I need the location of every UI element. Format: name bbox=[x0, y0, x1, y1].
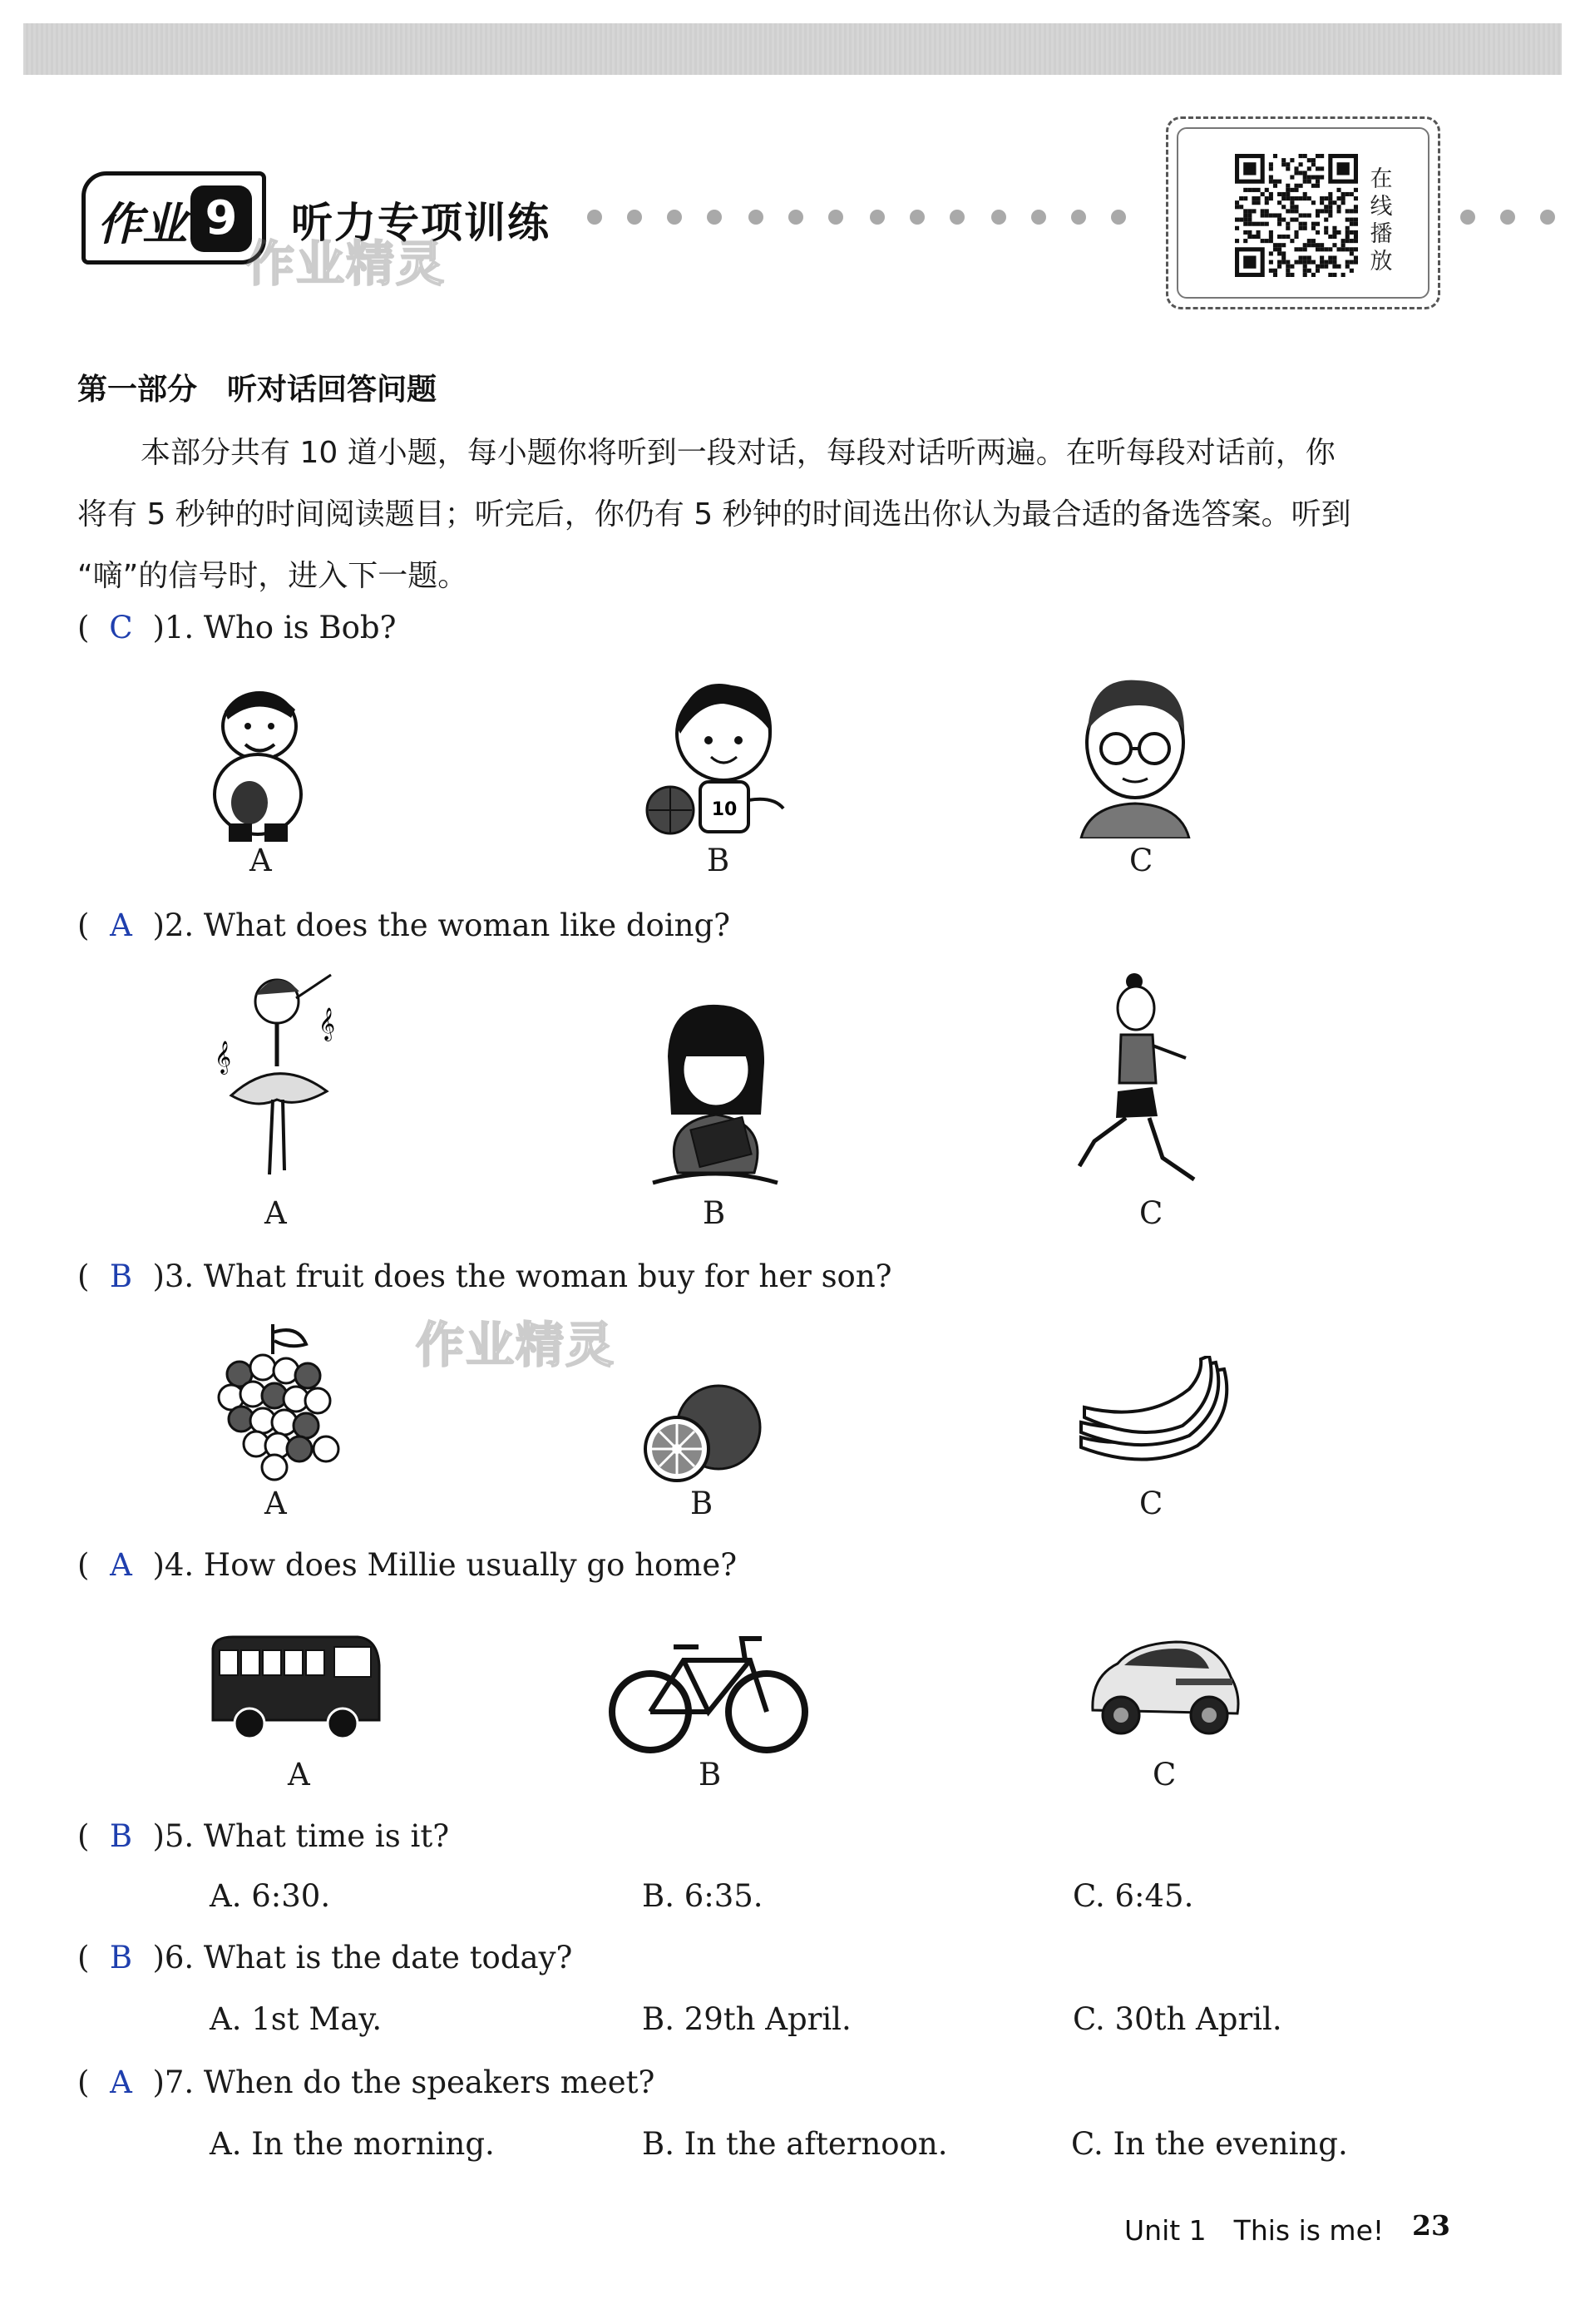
bicycle-icon[interactable] bbox=[607, 1630, 810, 1755]
divider-dot bbox=[1031, 210, 1046, 225]
divider-dot bbox=[748, 210, 763, 225]
option-a[interactable]: A. 6:30. bbox=[210, 1878, 331, 1914]
question-text: )5. What time is it? bbox=[152, 1818, 450, 1854]
question-text: )6. What is the date today? bbox=[152, 1940, 573, 1975]
section-title: 第一部分 听对话回答问题 bbox=[77, 373, 437, 407]
option-b[interactable]: B. 6:35. bbox=[642, 1878, 763, 1914]
question-4: ( A )4. How does Millie usually go home? bbox=[77, 1547, 738, 1583]
option-label: B bbox=[690, 1486, 713, 1521]
answer-3[interactable]: B bbox=[109, 1258, 133, 1294]
divider-dot bbox=[707, 210, 722, 225]
answer-5[interactable]: B bbox=[109, 1818, 133, 1854]
intro-line: 本部分共有 10 道小题，每小题你将听到一段对话，每段对话听两遍。在听每段对话前，你 bbox=[141, 436, 1336, 470]
question-text: )4. How does Millie usually go home? bbox=[152, 1547, 738, 1583]
option-label: A bbox=[249, 843, 272, 878]
question-5: ( B )5. What time is it? bbox=[77, 1818, 450, 1854]
option-label: B bbox=[699, 1757, 722, 1792]
divider-dot bbox=[667, 210, 682, 225]
svg-text:10: 10 bbox=[711, 799, 738, 820]
divider-dot bbox=[870, 210, 885, 225]
question-text: )3. What fruit does the woman buy for her son? bbox=[152, 1258, 892, 1294]
girl-reading-icon[interactable] bbox=[644, 998, 786, 1189]
question-6: ( B )6. What is the date today? bbox=[77, 1940, 573, 1975]
woman-running-icon[interactable] bbox=[1069, 967, 1211, 1191]
watermark: 作业精灵 bbox=[416, 1317, 616, 1373]
option-b[interactable]: B. In the afternoon. bbox=[642, 2126, 948, 2162]
answer-1[interactable]: C bbox=[109, 610, 133, 645]
boy-with-basketball-icon[interactable] bbox=[640, 675, 798, 842]
divider-dot bbox=[1111, 210, 1126, 225]
svg-text:𝄞: 𝄞 bbox=[318, 1007, 336, 1041]
qr-code-icon[interactable] bbox=[1235, 154, 1358, 277]
option-label: A bbox=[264, 1195, 287, 1231]
divider-dot bbox=[828, 210, 843, 225]
grapes-icon[interactable] bbox=[215, 1324, 348, 1482]
section-intro bbox=[77, 423, 1508, 607]
answer-7[interactable]: A bbox=[110, 2064, 132, 2100]
option-label: A bbox=[288, 1757, 310, 1792]
question-text: )7. When do the speakers meet? bbox=[152, 2064, 655, 2100]
question-7: ( A )7. When do the speakers meet? bbox=[77, 2064, 655, 2100]
question-text: )1. Who is Bob? bbox=[152, 610, 397, 645]
option-c[interactable]: C. 30th April. bbox=[1073, 2001, 1282, 2037]
answer-6[interactable]: B bbox=[109, 1940, 133, 1975]
answer-4[interactable]: A bbox=[110, 1547, 132, 1583]
option-label: C bbox=[1139, 1486, 1163, 1521]
option-label: A bbox=[264, 1486, 287, 1521]
answer-2[interactable]: A bbox=[110, 907, 132, 943]
car-icon[interactable] bbox=[1084, 1635, 1242, 1738]
divider-dot bbox=[1500, 210, 1515, 225]
badge-number: 9 bbox=[190, 185, 252, 252]
question-3: ( B )3. What fruit does the woman buy for her son? bbox=[77, 1258, 892, 1294]
page-title: 听力专项训练 bbox=[291, 199, 551, 247]
divider-dot bbox=[1540, 210, 1555, 225]
option-a[interactable]: A. In the morning. bbox=[210, 2126, 495, 2162]
option-c[interactable]: C. In the evening. bbox=[1071, 2126, 1348, 2162]
page-number: 23 bbox=[1412, 2209, 1450, 2242]
question-text: )2. What does the woman like doing? bbox=[152, 907, 731, 943]
intro-line: “嘀”的信号时，进入下一题。 bbox=[77, 559, 468, 593]
homework-badge bbox=[81, 171, 266, 265]
qr-label: 在线播放 bbox=[1370, 166, 1393, 274]
intro-line: 将有 5 秒钟的时间阅读题目；听完后，你仍有 5 秒钟的时间选出你认为最合适的备选答案。听到 bbox=[77, 497, 1351, 532]
option-label: B bbox=[703, 1195, 726, 1231]
badge-word: 作业 bbox=[97, 198, 187, 250]
divider-dot bbox=[587, 210, 602, 225]
option-c[interactable]: C. 6:45. bbox=[1073, 1878, 1194, 1914]
boy-with-glasses-icon[interactable] bbox=[1073, 672, 1197, 838]
option-a[interactable]: A. 1st May. bbox=[210, 2001, 383, 2037]
bananas-icon[interactable] bbox=[1073, 1356, 1231, 1472]
chubby-boy-icon[interactable] bbox=[200, 678, 316, 844]
oranges-icon[interactable] bbox=[640, 1381, 765, 1484]
divider-dot bbox=[788, 210, 803, 225]
qr-panel[interactable] bbox=[1166, 116, 1440, 309]
option-label: C bbox=[1153, 1757, 1177, 1792]
option-label: B bbox=[707, 843, 730, 878]
divider-dot bbox=[950, 210, 965, 225]
bus-icon[interactable] bbox=[208, 1632, 383, 1742]
divider-dot bbox=[991, 210, 1006, 225]
divider-dot bbox=[910, 210, 925, 225]
divider-dot bbox=[1460, 210, 1475, 225]
option-label: C bbox=[1139, 1195, 1163, 1231]
divider-dot bbox=[1071, 210, 1086, 225]
question-1: ( C )1. Who is Bob? bbox=[77, 610, 397, 645]
question-2: ( A )2. What does the woman like doing? bbox=[77, 907, 731, 943]
watermark: 作业精灵 bbox=[246, 235, 447, 292]
svg-text:𝄞: 𝄞 bbox=[215, 1041, 232, 1074]
option-b[interactable]: B. 29th April. bbox=[642, 2001, 852, 2037]
top-scan-bar bbox=[23, 23, 1562, 75]
option-label: C bbox=[1129, 843, 1153, 878]
footer-unit: Unit 1 This is me! bbox=[1124, 2214, 1385, 2247]
divider-dot bbox=[627, 210, 642, 225]
ballet-dancer-icon[interactable] bbox=[206, 967, 348, 1191]
